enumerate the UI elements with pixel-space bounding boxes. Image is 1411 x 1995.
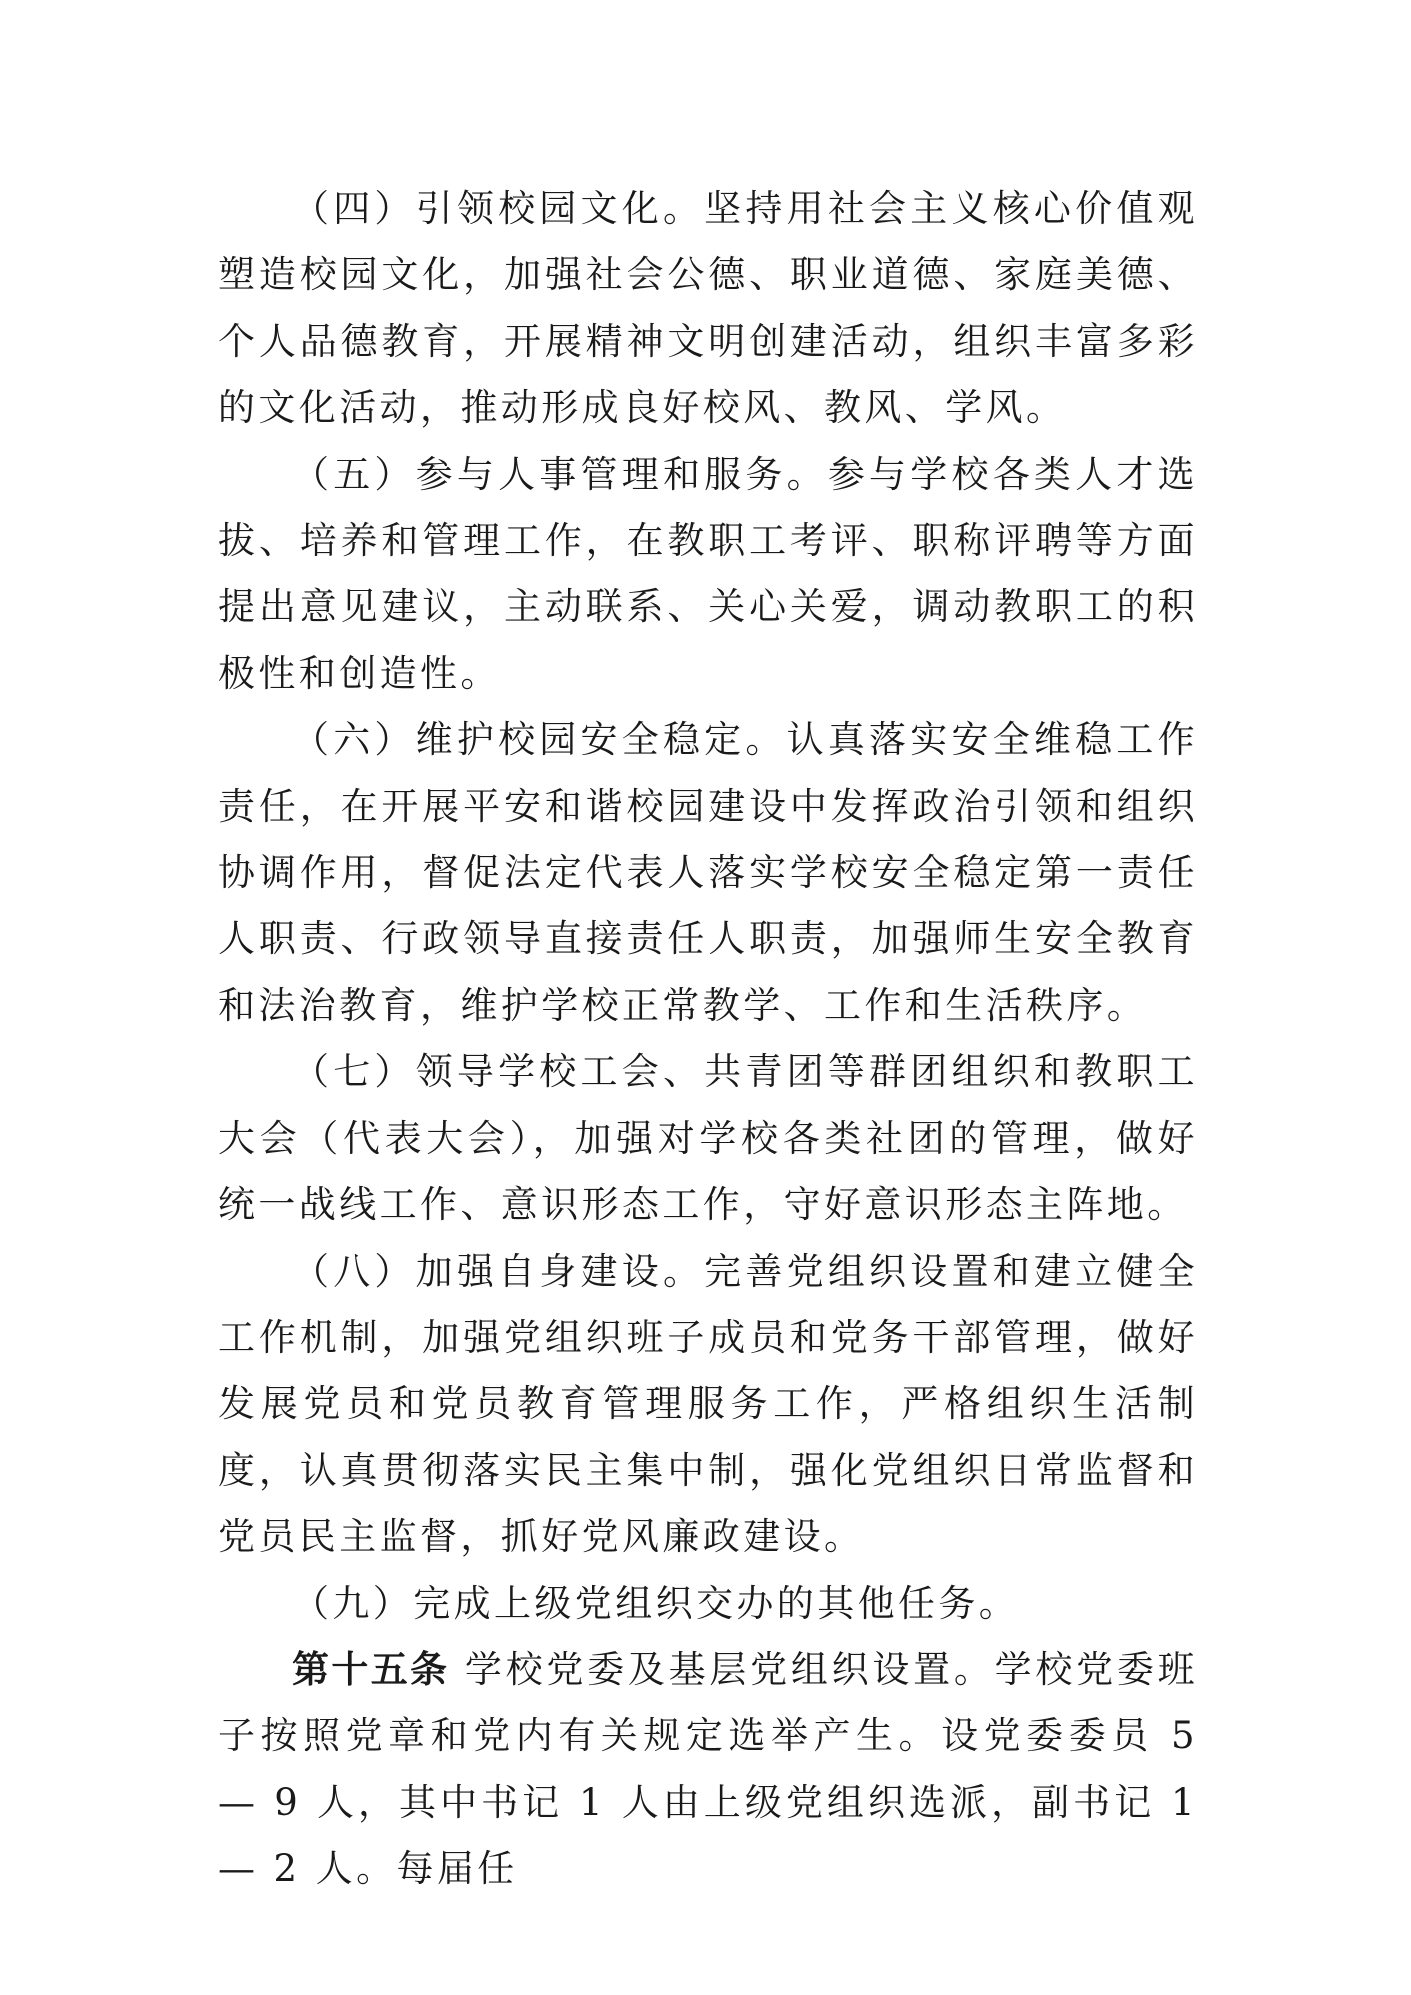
paragraph-cultural-leadership: （四）引领校园文化。坚持用社会主义核心价值观塑造校园文化，加强社会公德、职业道德、家庭美德、个人品德教育，开展精神文明创建活动，组织丰富多彩的文化活动，推动形成良好校风、教风、学风。 bbox=[218, 187, 1198, 430]
article-fifteen bbox=[218, 1637, 1198, 1903]
paragraph-other-tasks: （九）完成上级党组织交办的其他任务。 bbox=[292, 1581, 1020, 1625]
document-page bbox=[218, 176, 1198, 1903]
paragraph-mass-organizations: （七）领导学校工会、共青团等群团组织和教职工大会（代表大会），加强对学校各类社团的管理，做好统一战线工作、意识形态工作，守好意识形态主阵地。 bbox=[218, 1050, 1198, 1227]
article-body: 学校党委及基层党组织设置。学校党委班子按照党章和党内有关规定选举产生。设党委委员 5 — 9 人，其中书记 1 人由上级党组织选派，副书记 1 — 2 人。每届任 bbox=[218, 1647, 1198, 1891]
paragraph-personnel-management: （五）参与人事管理和服务。参与学校各类人才选拔、培养和管理工作，在教职工考评、职称评聘等方面提出意见建议，主动联系、关心关爱，调动教职工的积极性和创造性。 bbox=[218, 452, 1198, 695]
paragraph-self-construction: （八）加强自身建设。完善党组织设置和建立健全工作机制，加强党组织班子成员和党务干部管理，做好发展党员和党员教育管理服务工作，严格组织生活制度，认真贯彻落实民主集中制，强化党组织日常监督和党员民主监督，抓好党风廉政建设。 bbox=[218, 1249, 1198, 1559]
article-heading: 第十五条 bbox=[292, 1647, 450, 1691]
paragraph-campus-safety: （六）维护校园安全稳定。认真落实安全维稳工作责任，在开展平安和谐校园建设中发挥政治引领和组织协调作用，督促法定代表人落实学校安全稳定第一责任人职责、行政领导直接责任人职责，加强师生安全教育和法治教育，维护学校正常教学、工作和生活秩序。 bbox=[218, 718, 1198, 1027]
